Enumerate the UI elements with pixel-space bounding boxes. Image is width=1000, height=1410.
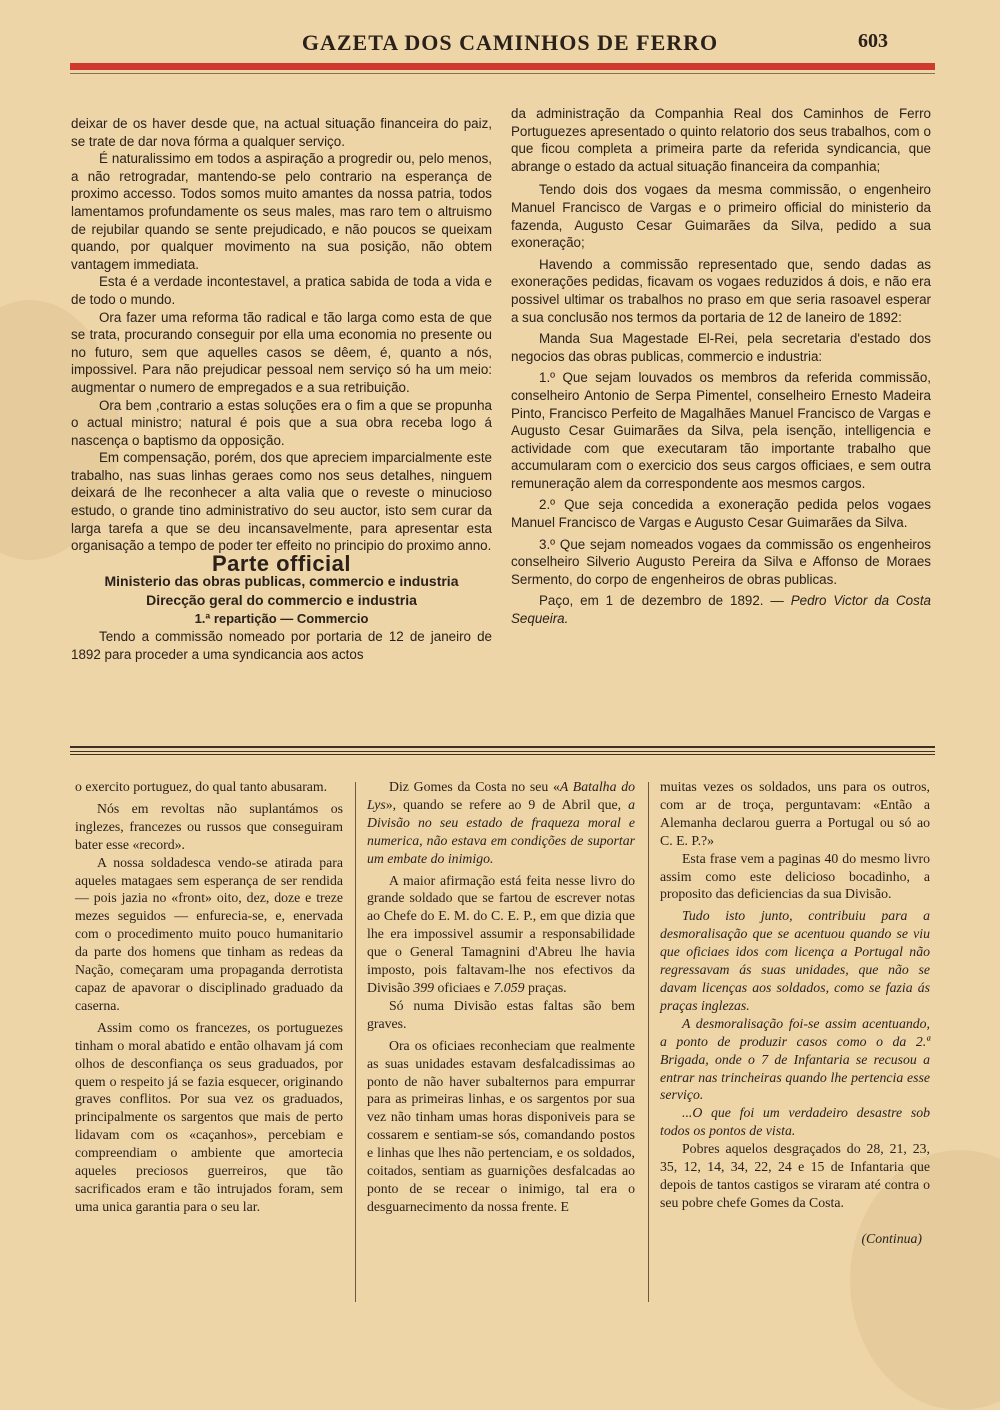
paragraph <box>660 907 930 1014</box>
paragraph: Pobres aquelos desgraçados do 28, 21, 23, 35, 12, 14, 34, 22, 24 e 15 de Infantaria que depois de tantos castigos se viraram até contra o seu pobre chefe Gomes da Costa. <box>660 1141 930 1210</box>
department-heading: 1.ª repartição — Commercio <box>194 611 369 627</box>
text-run: praças. <box>524 979 567 995</box>
paragraph: A nossa soldadesca vendo-se atirada para aqueles matagaes sem esperança de ser rendida — pois jazia no «front» oito, dez, doze e treze mezes seguidos — enfurecia-se, e, enervada com o procedimento muito pouco humanitario da parte dos homens que tinham as redeas da Nação, começaram uma propaganda derrotista capaz de apavorar o disciplinado graduado da caserna. <box>75 854 343 1013</box>
paragraph: Esta é a verdade incontestavel, a pratica sabida de toda a vida e de todo o mundo. <box>71 274 492 307</box>
paragraph: Nós em revoltas não suplantámos os inglezes, francezes ou russos que conseguiram bater esse «record». <box>75 800 343 852</box>
section-divider <box>70 746 935 748</box>
number: 7.059 <box>493 979 525 995</box>
text-run: A maior afirmação está feita nesse livro do grande soldado que se fartou de escrever notas ao Chefe do E. M. do C. E. P., em que dizia que lhe era impossivel assumir a responsabilidade que o General Tamagnini d'Abreu lhe havia imposto, pois faltavam-lhe nos efectivos da Divisão <box>367 872 635 995</box>
paragraph: o exercito portuguez, do qual tanto abusaram. <box>75 779 328 794</box>
signature-line <box>511 592 931 627</box>
section-divider <box>70 754 935 755</box>
header-thin-rule <box>70 73 935 74</box>
top-right-column <box>511 105 931 628</box>
newspaper-title: GAZETA DOS CAMINHOS DE FERRO <box>301 30 719 55</box>
paragraph: da administração da Companhia Real dos Caminhos de Ferro Portuguezes apresentado o quinto relatorio dos seus trabalhos, com o que ficou completa a primeira parte da referida syndicancia, que abrange o estado da actual situação financeira da companhia; <box>511 106 931 174</box>
paragraph <box>367 872 635 997</box>
paragraph: deixar de os haver desde que, na actual situação financeira do paiz, se trate de dar nova fórma a qualquer serviço. <box>71 116 492 149</box>
paragraph <box>660 1015 930 1105</box>
paragraph: 2.º Que seja concedida a exoneração pedida pelos vogaes Manuel Francisco de Vargas e Augusto Cesar Guimarães da Silva. <box>511 497 931 531</box>
bottom-column-1 <box>75 778 343 1216</box>
paragraph: Tendo dois dos vogaes da mesma commissão, o engenheiro Manuel Francisco de Vargas e o primeiro official do ministerio da fazenda, Augusto Cesar Guimarães da Silva, pedido a sua exoneração; <box>511 182 931 251</box>
directorate-heading: Direcção geral do commercio e industria <box>146 592 417 609</box>
quotation: Tudo isto junto, contribuiu para a desmoralisação que se acentuou quando se viu que oficiaes idos com licença a Portugal não regressavam ás suas unidades, que não se davam licenças aos soldados, como se fazia ás praças inglezas. <box>660 908 930 1013</box>
paragraph: Manda Sua Magestade El-Rei, pela secretaria d'estado dos negocios das obras publicas, commercio e industria: <box>511 331 931 364</box>
paragraph: muitas vezes os soldados, uns para os outros, com ar de troça, perguntavam: «Então a Alemanha declarou guerra a Portugal ou só ao C. E. P.?» <box>660 779 930 848</box>
signature: Pedro Victor da Costa Sequeira. <box>511 593 931 627</box>
book-title: A Batalha do Lys <box>367 779 635 812</box>
page-number: 603 <box>858 30 888 52</box>
paragraph: Em compensação, porém, dos que apreciem imparcialmente este trabalho, nas suas linhas geraes como nos seus detalhes, ninguem deixará de lhe reconhecer a alta valia que o reveste o minucioso estudo, o grande tino administrativo do seu auctor, isto sem curar da larga tarefa a que se deu incansavelmente, para apresentar esta organisação a tempo de poder ter effeito no principio do proximo anno. <box>71 450 492 554</box>
continued-note: (Continua) <box>861 1230 922 1246</box>
paragraph: Ora fazer uma reforma tão radical e tão larga como esta de que se trata, procurando conseguir por ella uma economia no presente ou no futuro, sem que aquelles casos se dêem, é, quanto a nós, impossivel. Para não prejudicar pessoal nem serviço só ha um meio: augmentar o numero de empregados e a sua retribuição. <box>71 309 492 395</box>
paragraph: 3.º Que sejam nomeados vogaes da commissão os engenheiros conselheiro Silverio Augusto Pereira da Silva e Affonso de Moraes Sermento, do corpo de engenheiros de obras publicas. <box>511 536 931 587</box>
header-red-rule <box>70 63 935 70</box>
bottom-column-3 <box>660 778 930 1248</box>
paragraph: 1.º Que sejam louvados os membros da referida commissão, conselheiro Antonio de Serpa Pimentel, conselheiro Ernesto Madeira Pinto, Francisco Perfeito de Magalhães Manuel Francisco de Vargas e Augusto Cesar Guimarães da Silva, pela isenção, intelligencia e actividade com que executaram tão importante trabalho que accumularam com o exercicio dos seus cargos officiaes, e sem outra remuneração alem da correspondente aos mesmos cargos. <box>511 370 931 491</box>
number: 399 <box>413 979 435 995</box>
paragraph: Ora os oficiaes reconheciam que realmente as suas unidades estavam desfalcadissimas ao ponto de não haver subalternos para empurrar para as primeiras linhas, e os sargentos por sua vez não tinham umas horas disponiveis para se cossarem e sentiam-se sós, comandando postos e linhas que lhes não pertenciam, e os soldados, coitados, sentiam as guarnições desfalcadas ao ponto de se recear o inimigo, tal era o desguarnecimento da nossa frente. E <box>367 1037 635 1214</box>
paragraph: Assim como os francezes, os portuguezes tinham o moral abatido e então olhavam já com olhos de desconfiança os seus graduados, por quem o respeito já se fazia esquecer, originando graves conflitos. Por sua vez os graduados, principalmente os sargentos que mais de perto lidavam com os «caçanhos», percebiam e compreendiam o ambiente que amortecia aqueles preciosos guerreiros, que tão sacrificados eram e tão intrujados foram, sem uma unica garantia para o seu lar. <box>75 1019 343 1214</box>
paragraph: Havendo a commissão representado que, sendo dadas as exonerações pedidas, ficavam os vogaes reduzidos á dois, e não era possivel ultimar os trabalhos no praso em que seria rasoavel esperar a sua conclusão nos termos da portaria de 12 de Ianeiro de 1892: <box>511 256 931 325</box>
paragraph: Só numa Divisão estas faltas são bem graves. <box>367 997 635 1031</box>
top-left-column <box>71 115 492 664</box>
quotation: a Divisão no seu estado de fraqueza moral e numerica, não estava em condições de suportar um embate do inimigo. <box>367 796 635 866</box>
paragraph <box>367 778 635 868</box>
ministry-heading: Ministerio das obras publicas, commercio e industria <box>104 573 459 590</box>
quotation: ...O que foi um verdadeiro desastre sob todos os pontos de vista. <box>660 1105 930 1139</box>
date: Paço, em 1 de dezembro de 1892. — <box>539 593 784 609</box>
paragraph: Tendo a commissão nomeado por portaria de 12 de janeiro de 1892 para proceder a uma syndicancia aos actos <box>71 629 492 663</box>
text-run: oficiaes e <box>434 979 494 995</box>
paragraph: Ora bem ,contrario a estas soluções era o fim a que se propunha o actual ministro; natural é pois que a sua obra receba logo á nascença o baptismo da opposição. <box>71 397 492 448</box>
section-divider <box>70 751 935 752</box>
text-run: », quando se refere ao 9 de Abril que, <box>385 796 629 812</box>
section-heading: Parte official <box>211 550 352 576</box>
paragraph <box>660 1104 930 1140</box>
column-rule <box>648 782 649 1302</box>
quotation: A desmoralisação foi-se assim acentuando, a ponto de produzir casos como o da 2.ª Brigada, onde o 7 de Infantaria se recusou a entrar nas trincheiras quando lhe pertencia esse serviço. <box>660 1015 930 1103</box>
paragraph: É naturalissimo em todos a aspiração a progredir ou, pelo menos, a não retrogradar, mantendo-se pelo contrario na esperança de proximo accesso. Todos somos muito amantes da nossa patria, todos lamentamos profundamente os seus males, mas raro tem o altruismo de rejubilar quando se sente prejudicado, e não poucos se queixam quando, por qualquer movimento na sua posição, não obtem vantagem immediata. <box>71 151 492 272</box>
text-run: Diz Gomes da Costa no seu « <box>389 779 560 794</box>
bottom-column-2 <box>367 778 635 1216</box>
column-rule <box>355 782 356 1302</box>
paragraph: Esta frase vem a paginas 40 do mesmo livro assim como este delicioso bocadinho, a proposito das deficiencias da sua Divisão. <box>660 850 930 902</box>
